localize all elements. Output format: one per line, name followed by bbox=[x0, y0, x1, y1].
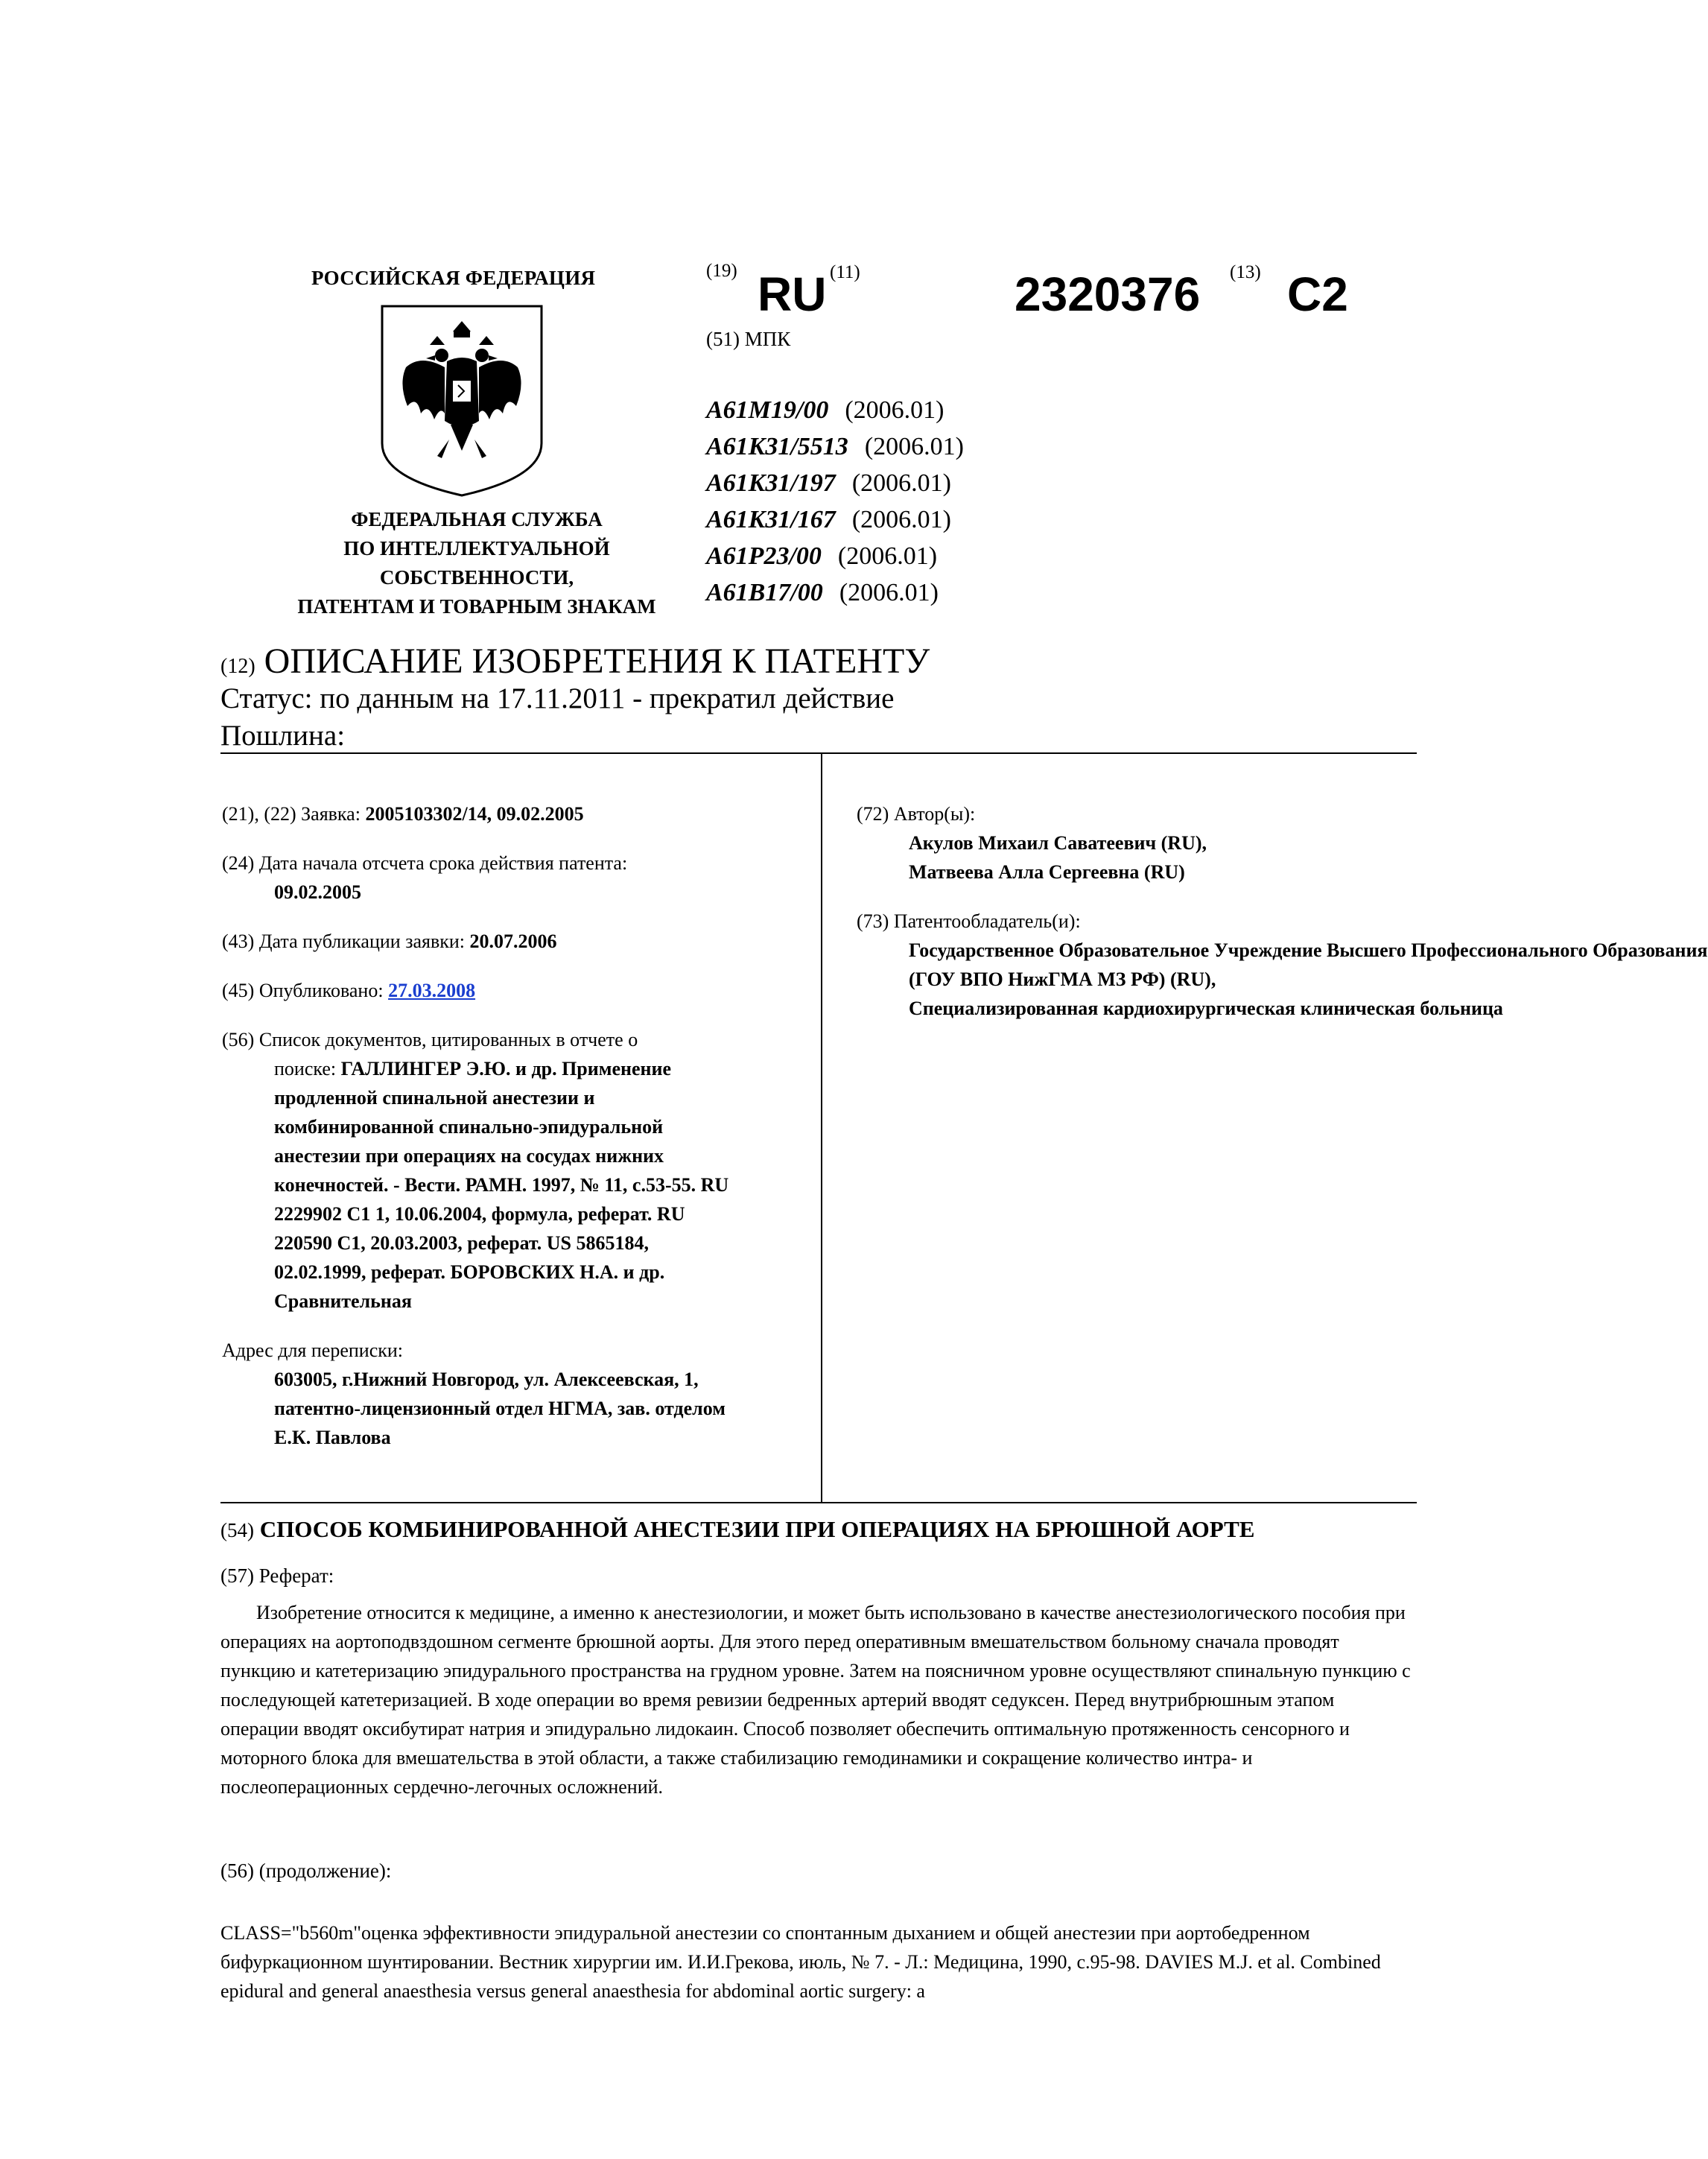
ipc-version: (2006.01) bbox=[851, 469, 951, 497]
service-line: ПО ИНТЕЛЛЕКТУАЛЬНОЙ bbox=[343, 537, 610, 559]
application-value: 2005103302/14, 09.02.2005 bbox=[365, 803, 584, 825]
ipc-code: A61K31/5513 bbox=[706, 433, 848, 460]
inid-code-19: (19) bbox=[706, 261, 737, 281]
abstract-text: Изобретение относится к медицине, а именно к анестезиологии, и может быть использовано в качестве анестезиологического пособия при операциях на аортоподвздошном сегменте брюшной аорты. Для этого перед оперативным вмешательством больному сначала проводят пункцию и катетеризацию эпидурального пространства на грудном уровне. Затем на поясничном уровне осуществляют спинальную пункцию с последующей катетеризацией. В ходе операции во время ревизии бедренных артерий вводят седуксен. Перед внутрибрюшным этапом операции вводят оксибутират натрия и эпидурально лидокаин. Способ позволяет обеспечить оптимальную протяженность сенсорного и моторного блока для вмешательства в этой области, а также стабилизацию гемодинамики и сокращение количество интра- и послеоперационных сердечно-легочных осложнений. bbox=[220, 1602, 1411, 1798]
kind-code: C2 bbox=[1287, 267, 1348, 321]
ipc-code: A61K31/197 bbox=[706, 469, 836, 497]
document-title bbox=[220, 641, 930, 682]
continuation-label: (56) (продолжение): bbox=[220, 1860, 392, 1882]
owner-line: Государственное Образовательное Учреждение Высшего Профессионального Образования bbox=[909, 939, 1708, 961]
fee-label: Пошлина: bbox=[220, 720, 346, 752]
cited-line: продленной спинальной анестезии и bbox=[274, 1087, 595, 1109]
ipc-version: (2006.01) bbox=[837, 542, 938, 570]
inid-code-12: (12) bbox=[220, 655, 255, 678]
patent-status: Статус: по данным на 17.11.2011 - прекратил действие bbox=[220, 682, 895, 714]
divider-vertical bbox=[821, 752, 822, 1503]
country-code: RU bbox=[758, 267, 827, 321]
owner-line: (ГОУ ВПО НижГМА МЗ РФ) (RU), bbox=[909, 968, 1216, 990]
owners-label: (73) Патентообладатель(и): bbox=[857, 910, 1081, 932]
cited-line: 02.02.1999, реферат. БОРОВСКИХ Н.А. и др. bbox=[274, 1261, 665, 1283]
ipc-item bbox=[706, 538, 964, 574]
cited-first-text: ГАЛЛИНГЕР Э.Ю. и др. Применение bbox=[340, 1058, 672, 1080]
invention-title-text: СПОСОБ КОМБИНИРОВАННОЙ АНЕСТЕЗИИ ПРИ ОПЕРАЦИЯХ НА БРЮШНОЙ АОРТЕ bbox=[259, 1516, 1255, 1542]
application-publication-field bbox=[222, 927, 803, 956]
address-line: Е.К. Павлова bbox=[274, 1427, 391, 1448]
inid-code-11: (11) bbox=[830, 262, 860, 282]
invention-title bbox=[220, 1516, 1254, 1543]
application-publication-label: (43) Дата публикации заявки: bbox=[222, 931, 470, 952]
cited-line: комбинированной спинально-эпидуральной bbox=[274, 1116, 664, 1138]
continuation-text: CLASS="b560m"оценка эффективности эпидуральной анестезии со спонтанным дыханием и общей анестезии при аортобедренном бифуркационном шунтировании. Вестник хирургии им. И.И.Грекова, июль, № 7. - Л.: Медицина, 1990, с.95-98. DAVIES M.J. et al. Combined epidural and general anaesthesia versus general anaesthesia for abdominal aortic surgery: a bbox=[220, 1922, 1381, 2002]
address-label: Адрес для переписки: bbox=[222, 1340, 404, 1361]
ipc-code: A61K31/167 bbox=[706, 506, 836, 533]
authors-field bbox=[857, 799, 1526, 887]
document-title-text: ОПИСАНИЕ ИЗОБРЕТЕНИЯ К ПАТЕНТУ bbox=[264, 641, 930, 681]
start-date-field bbox=[222, 849, 803, 907]
published-label: (45) Опубликовано: bbox=[222, 980, 389, 1001]
ipc-list bbox=[706, 392, 964, 611]
abstract-label: (57) Реферат: bbox=[220, 1564, 334, 1587]
owners-field bbox=[857, 907, 1708, 1023]
ipc-item bbox=[706, 392, 964, 428]
ipc-item bbox=[706, 574, 964, 611]
application-field bbox=[222, 799, 803, 828]
ipc-code: A61B17/00 bbox=[706, 579, 823, 606]
ipc-item bbox=[706, 501, 964, 538]
published-date-link[interactable]: 27.03.2008 bbox=[388, 980, 476, 1001]
start-date-label: (24) Дата начала отсчета срока действия патента: bbox=[222, 852, 628, 874]
ipc-label: (51) МПК bbox=[706, 328, 791, 350]
author-name: Матвеева Алла Сергеевна (RU) bbox=[909, 861, 1185, 883]
coat-of-arms-emblem bbox=[376, 302, 547, 499]
ipc-item bbox=[706, 428, 964, 465]
cited-line: анестезии при операциях на сосудах нижних bbox=[274, 1145, 664, 1167]
ipc-code: A61M19/00 bbox=[706, 396, 829, 424]
patent-number: 2320376 bbox=[1015, 267, 1201, 321]
federal-service-name bbox=[253, 505, 700, 621]
cited-documents-field bbox=[222, 1025, 803, 1316]
service-line: СОБСТВЕННОСТИ, bbox=[379, 566, 574, 589]
cited-line: Сравнительная bbox=[274, 1290, 412, 1312]
cited-line bbox=[222, 1054, 803, 1083]
ipc-version: (2006.01) bbox=[864, 433, 964, 460]
owner-line: Специализированная кардиохирургическая клиническая больница bbox=[909, 998, 1503, 1019]
cited-line: 220590 C1, 20.03.2003, реферат. US 5865184, bbox=[274, 1232, 649, 1254]
ipc-version: (2006.01) bbox=[845, 396, 945, 424]
inid-code-54: (54) bbox=[220, 1519, 254, 1541]
inid-code-13: (13) bbox=[1230, 262, 1261, 282]
address-field bbox=[222, 1336, 803, 1452]
application-publication-value: 20.07.2006 bbox=[469, 931, 557, 952]
ipc-version: (2006.01) bbox=[851, 506, 951, 533]
country-name: РОССИЙСКАЯ ФЕДЕРАЦИЯ bbox=[311, 267, 596, 289]
bibliographic-left bbox=[222, 799, 803, 1472]
cited-line: конечностей. - Вести. РАМН. 1997, № 11, с.53-55. RU bbox=[274, 1174, 729, 1196]
published-field bbox=[222, 976, 803, 1005]
application-label: (21), (22) Заявка: bbox=[222, 803, 366, 825]
bibliographic-right bbox=[857, 799, 1708, 1043]
author-name: Акулов Михаил Саватеевич (RU), bbox=[909, 832, 1207, 854]
divider-bottom bbox=[220, 1502, 1417, 1503]
cited-line: 2229902 C1 1, 10.06.2004, формула, реферат. RU bbox=[274, 1203, 685, 1225]
service-line: ПАТЕНТАМ И ТОВАРНЫМ ЗНАКАМ bbox=[297, 595, 656, 618]
cited-prefix: поиске: bbox=[274, 1058, 341, 1080]
address-line: 603005, г.Нижний Новгород, ул. Алексеевская, 1, bbox=[274, 1369, 699, 1390]
start-date-value: 09.02.2005 bbox=[274, 881, 361, 903]
ipc-version: (2006.01) bbox=[839, 579, 939, 606]
authors-label: (72) Автор(ы): bbox=[857, 803, 976, 825]
ipc-item bbox=[706, 465, 964, 501]
address-line: патентно-лицензионный отдел НГМА, зав. отделом bbox=[274, 1398, 726, 1419]
ipc-code: A61P23/00 bbox=[706, 542, 822, 570]
service-line: ФЕДЕРАЛЬНАЯ СЛУЖБА bbox=[351, 508, 603, 530]
cited-documents-label: (56) Список документов, цитированных в отчете о bbox=[222, 1029, 638, 1050]
divider-top bbox=[220, 752, 1417, 754]
